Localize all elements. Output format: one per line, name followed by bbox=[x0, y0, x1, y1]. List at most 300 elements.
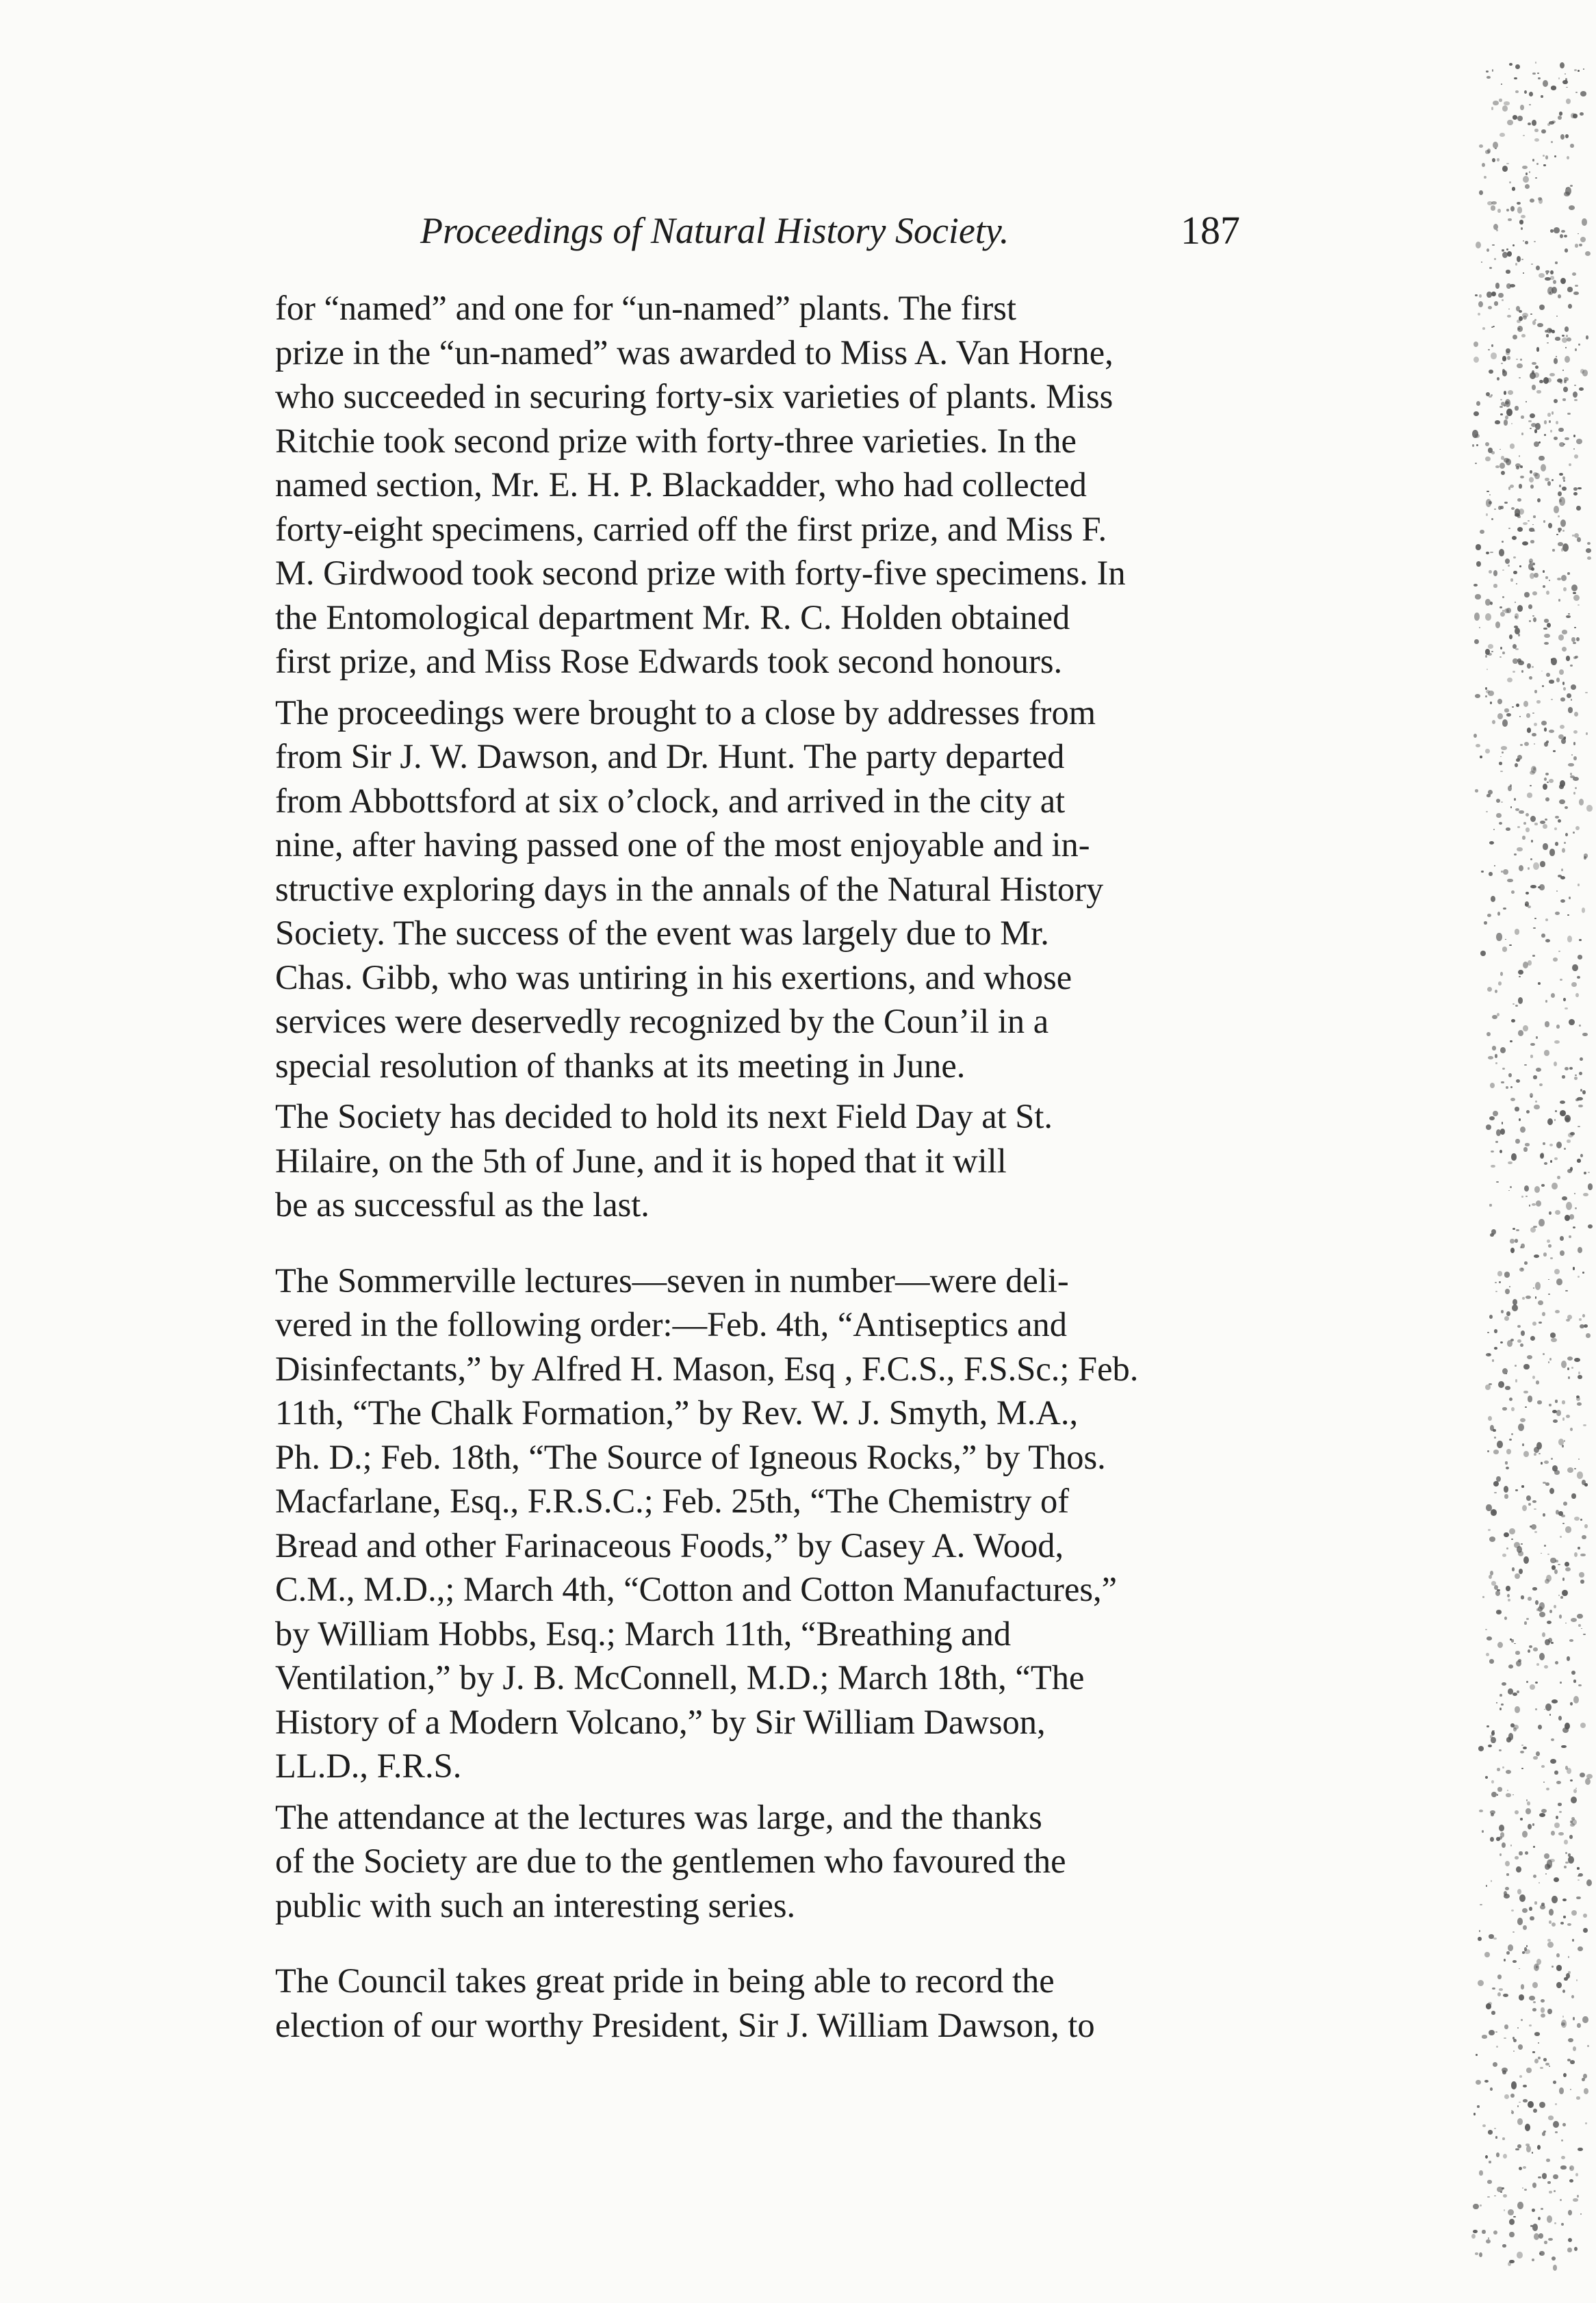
scan-speck bbox=[1556, 1142, 1562, 1148]
scan-speck bbox=[1562, 1400, 1566, 1404]
scan-noise-edge bbox=[1458, 62, 1596, 2272]
text-line: Disinfectants,” by Alfred H. Mason, Esq , F.C.S., F.S.Sc.; Feb. bbox=[275, 1349, 1139, 1388]
scan-speck bbox=[1553, 2265, 1557, 2271]
scan-speck bbox=[1499, 1825, 1504, 1831]
scan-speck bbox=[1562, 630, 1568, 634]
scan-speck bbox=[1549, 373, 1555, 376]
scan-speck bbox=[1573, 391, 1578, 398]
scan-speck bbox=[1540, 2067, 1543, 2070]
scan-speck bbox=[1502, 596, 1504, 598]
scan-speck bbox=[1562, 370, 1564, 371]
scan-speck bbox=[1515, 1107, 1519, 1111]
scan-speck bbox=[1568, 2210, 1572, 2215]
scan-speck bbox=[1578, 1458, 1580, 1460]
scan-speck bbox=[1582, 908, 1586, 913]
scan-speck bbox=[1556, 1781, 1561, 1784]
scan-speck bbox=[1510, 784, 1512, 787]
scan-speck bbox=[1534, 1964, 1539, 1971]
scan-speck bbox=[1539, 1083, 1543, 1086]
scan-speck bbox=[1485, 695, 1487, 697]
scan-speck bbox=[1542, 2132, 1546, 2136]
scan-speck bbox=[1518, 1030, 1523, 1036]
scan-speck bbox=[1582, 1090, 1586, 1094]
scan-speck bbox=[1576, 506, 1580, 511]
scan-speck bbox=[1507, 678, 1513, 682]
scan-speck bbox=[1544, 742, 1548, 747]
scan-speck bbox=[1555, 1110, 1557, 1112]
scan-speck bbox=[1544, 1665, 1548, 1669]
scan-speck bbox=[1539, 2253, 1541, 2254]
scan-speck bbox=[1565, 1526, 1571, 1533]
scan-speck bbox=[1500, 399, 1502, 400]
scan-speck bbox=[1526, 1296, 1531, 1299]
scan-speck bbox=[1524, 90, 1527, 94]
scan-speck bbox=[1509, 944, 1512, 946]
scan-speck bbox=[1524, 1261, 1528, 1265]
scan-speck bbox=[1570, 1428, 1573, 1431]
scan-speck bbox=[1548, 1279, 1549, 1281]
scan-speck bbox=[1504, 1272, 1510, 1277]
scan-speck bbox=[1503, 908, 1506, 910]
scan-speck bbox=[1529, 92, 1533, 97]
scan-speck bbox=[1567, 1656, 1570, 1660]
scan-speck bbox=[1561, 1745, 1567, 1749]
scan-speck bbox=[1476, 544, 1482, 550]
scan-speck bbox=[1475, 294, 1478, 296]
scan-speck bbox=[1511, 1909, 1514, 1912]
scan-speck bbox=[1534, 1901, 1538, 1904]
scan-speck bbox=[1558, 1595, 1560, 1596]
scan-speck bbox=[1527, 1801, 1530, 1805]
text-line: 11th, “The Chalk Formation,” by Rev. W. J. Smyth, M.A., bbox=[275, 1393, 1079, 1432]
scan-speck bbox=[1545, 1021, 1549, 1027]
scan-speck bbox=[1502, 947, 1508, 951]
scan-speck bbox=[1565, 248, 1569, 253]
scan-speck bbox=[1476, 242, 1481, 248]
scan-speck bbox=[1486, 811, 1488, 812]
text-line: The Society has decided to hold its next Field Day at St. bbox=[275, 1097, 1053, 1135]
scan-speck bbox=[1485, 456, 1490, 461]
scan-speck bbox=[1560, 519, 1566, 527]
scan-speck bbox=[1583, 1928, 1588, 1933]
scan-speck bbox=[1565, 437, 1569, 441]
scan-speck bbox=[1562, 1417, 1565, 1421]
scan-speck bbox=[1509, 634, 1513, 639]
scan-speck bbox=[1488, 2130, 1493, 2134]
scan-speck bbox=[1500, 771, 1503, 772]
scan-speck bbox=[1520, 1818, 1523, 1820]
scan-speck bbox=[1511, 1539, 1513, 1540]
scan-speck bbox=[1575, 1207, 1577, 1209]
scan-speck bbox=[1547, 413, 1552, 417]
scan-speck bbox=[1577, 1402, 1582, 1406]
scan-speck bbox=[1580, 1519, 1582, 1521]
scan-speck bbox=[1569, 897, 1571, 899]
scan-speck bbox=[1547, 342, 1548, 344]
scan-speck bbox=[1507, 315, 1511, 318]
scan-speck bbox=[1529, 477, 1534, 483]
scan-speck bbox=[1576, 1397, 1580, 1401]
scan-speck bbox=[1571, 1493, 1576, 1500]
scan-speck bbox=[1502, 299, 1504, 301]
scan-speck bbox=[1548, 2115, 1554, 2120]
scan-speck bbox=[1554, 827, 1557, 830]
scan-speck bbox=[1564, 377, 1569, 381]
scan-speck bbox=[1509, 181, 1512, 184]
text-line: special resolution of thanks at its meeting in June. bbox=[275, 1046, 966, 1085]
scan-speck bbox=[1554, 1062, 1557, 1066]
scan-speck bbox=[1510, 2094, 1515, 2098]
scan-speck bbox=[1579, 1072, 1582, 1075]
scan-speck bbox=[1513, 1003, 1515, 1005]
scan-speck bbox=[1486, 1885, 1488, 1886]
scan-speck bbox=[1580, 1324, 1584, 1328]
scan-speck bbox=[1499, 99, 1502, 101]
scan-speck bbox=[1516, 1229, 1519, 1231]
scan-speck bbox=[1473, 734, 1477, 738]
scan-speck bbox=[1550, 1160, 1552, 1162]
scan-speck bbox=[1552, 330, 1554, 333]
scan-speck bbox=[1565, 326, 1568, 331]
text-line: M. Girdwood took second prize with forty-five specimens. In bbox=[275, 554, 1126, 592]
scan-speck bbox=[1515, 1573, 1519, 1579]
scan-speck bbox=[1521, 1330, 1525, 1336]
scan-speck bbox=[1532, 1322, 1536, 1326]
scan-speck bbox=[1586, 335, 1588, 339]
scan-speck bbox=[1536, 1663, 1539, 1666]
scan-speck bbox=[1508, 1073, 1512, 1077]
scan-speck bbox=[1517, 1918, 1523, 1925]
paragraph-5 bbox=[275, 1795, 1240, 1928]
scan-speck bbox=[1506, 1467, 1509, 1469]
scan-speck bbox=[1510, 806, 1512, 808]
scan-speck bbox=[1500, 1853, 1502, 1856]
scan-speck bbox=[1580, 1057, 1582, 1061]
scan-speck bbox=[1505, 415, 1508, 420]
scan-speck bbox=[1553, 2081, 1556, 2084]
scan-speck bbox=[1493, 1450, 1500, 1454]
scan-speck bbox=[1549, 1404, 1552, 1406]
scan-speck bbox=[1525, 2124, 1530, 2131]
scan-speck bbox=[1570, 2089, 1571, 2090]
text-line: Hilaire, on the 5th of June, and it is hoped that it will bbox=[275, 1141, 1007, 1180]
scan-speck bbox=[1554, 227, 1559, 233]
scan-speck bbox=[1517, 515, 1520, 519]
scan-speck bbox=[1580, 1089, 1582, 1092]
scan-speck bbox=[1497, 158, 1500, 162]
scan-speck bbox=[1544, 728, 1547, 732]
scan-speck bbox=[1529, 104, 1531, 106]
scan-speck bbox=[1518, 1424, 1524, 1431]
scan-speck bbox=[1520, 1246, 1522, 1248]
scan-speck bbox=[1488, 306, 1493, 309]
scan-speck bbox=[1520, 465, 1523, 468]
scan-speck bbox=[1495, 283, 1500, 288]
scan-speck bbox=[1562, 647, 1567, 652]
scan-speck bbox=[1543, 520, 1545, 523]
scan-speck bbox=[1514, 77, 1517, 79]
scan-speck bbox=[1584, 856, 1586, 860]
scan-speck bbox=[1573, 592, 1576, 595]
scan-speck bbox=[1511, 507, 1515, 510]
scan-speck bbox=[1567, 693, 1571, 698]
scan-speck bbox=[1500, 463, 1505, 469]
scan-speck bbox=[1583, 68, 1584, 69]
text-line: C.M., M.D.,; March 4th, “Cotton and Cotton Manufactures,” bbox=[275, 1570, 1118, 1608]
scan-speck bbox=[1561, 2139, 1563, 2141]
scan-speck bbox=[1565, 1007, 1568, 1010]
scan-speck bbox=[1473, 2204, 1478, 2209]
scan-speck bbox=[1570, 773, 1572, 775]
scan-speck bbox=[1534, 1531, 1537, 1533]
scan-speck bbox=[1497, 1642, 1503, 1648]
scan-speck bbox=[1538, 77, 1541, 79]
scan-speck bbox=[1555, 1400, 1558, 1403]
scan-speck bbox=[1547, 623, 1551, 628]
scan-speck bbox=[1565, 1067, 1569, 1070]
scan-speck bbox=[1554, 2190, 1556, 2192]
scan-speck bbox=[1567, 2248, 1571, 2252]
scan-speck bbox=[1489, 1204, 1492, 1206]
scan-speck bbox=[1485, 150, 1490, 154]
scan-speck bbox=[1500, 656, 1502, 658]
scan-speck bbox=[1560, 697, 1565, 701]
scan-speck bbox=[1493, 1938, 1497, 1940]
scan-speck bbox=[1508, 390, 1513, 395]
scan-speck bbox=[1573, 642, 1575, 644]
scan-speck bbox=[1480, 530, 1484, 534]
scan-speck bbox=[1519, 377, 1521, 379]
scan-speck bbox=[1529, 620, 1531, 622]
scan-speck bbox=[1500, 1341, 1503, 1343]
scan-speck bbox=[1515, 1810, 1519, 1814]
scan-speck bbox=[1547, 1118, 1553, 1125]
scan-speck bbox=[1575, 1098, 1578, 1101]
scan-speck bbox=[1568, 1376, 1570, 1379]
scan-speck bbox=[1580, 1580, 1584, 1584]
scan-speck bbox=[1562, 543, 1569, 552]
scan-speck bbox=[1495, 1054, 1498, 1058]
scan-speck bbox=[1577, 2023, 1581, 2028]
text-line: by William Hobbs, Esq.; March 11th, “Breathing and bbox=[275, 1614, 1012, 1653]
scan-speck bbox=[1565, 1562, 1569, 1567]
scan-speck bbox=[1504, 391, 1506, 394]
paragraph-2 bbox=[275, 691, 1240, 1088]
scan-speck bbox=[1550, 1558, 1556, 1564]
scan-speck bbox=[1506, 1586, 1510, 1591]
scan-speck bbox=[1509, 2260, 1515, 2264]
scan-speck bbox=[1541, 1184, 1545, 1186]
scan-speck bbox=[1582, 1033, 1588, 1037]
scan-speck bbox=[1582, 1535, 1586, 1540]
scan-speck bbox=[1552, 1410, 1557, 1413]
scan-speck bbox=[1578, 1684, 1582, 1686]
scan-speck bbox=[1497, 1441, 1502, 1448]
scan-speck bbox=[1491, 1581, 1496, 1585]
scan-speck bbox=[1535, 62, 1536, 63]
scan-speck bbox=[1559, 1811, 1562, 1813]
scan-speck bbox=[1542, 1312, 1545, 1316]
scan-speck bbox=[1586, 732, 1588, 735]
scan-speck bbox=[1578, 1946, 1583, 1951]
scan-speck bbox=[1572, 1939, 1574, 1941]
scan-speck bbox=[1567, 1367, 1569, 1370]
scan-speck bbox=[1535, 365, 1539, 369]
scan-speck bbox=[1520, 1127, 1526, 1133]
scan-speck bbox=[1544, 434, 1546, 436]
scan-speck bbox=[1563, 1502, 1567, 1506]
scan-speck bbox=[1506, 1770, 1511, 1774]
scan-speck bbox=[1541, 1809, 1547, 1813]
scan-speck bbox=[1573, 742, 1576, 745]
scan-speck bbox=[1536, 700, 1540, 703]
scan-speck bbox=[1554, 1569, 1558, 1574]
scan-speck bbox=[1536, 347, 1540, 351]
scan-speck bbox=[1479, 294, 1482, 298]
scan-speck bbox=[1511, 1433, 1513, 1435]
scan-speck bbox=[1517, 1546, 1522, 1553]
scan-speck bbox=[1529, 2024, 1532, 2027]
scan-speck bbox=[1534, 1453, 1536, 1456]
scan-speck bbox=[1513, 671, 1515, 673]
scan-speck bbox=[1519, 1968, 1520, 1970]
scan-speck bbox=[1554, 1823, 1559, 1828]
text-line: Bread and other Farinaceous Foods,” by Casey A. Wood, bbox=[275, 1526, 1064, 1565]
scan-speck bbox=[1578, 1247, 1582, 1253]
scan-speck bbox=[1532, 1376, 1535, 1379]
scan-speck bbox=[1534, 2059, 1539, 2063]
scan-speck bbox=[1528, 1597, 1532, 1601]
scan-speck bbox=[1562, 1590, 1567, 1596]
scan-speck bbox=[1505, 1289, 1510, 1294]
scan-speck bbox=[1560, 1110, 1566, 1116]
scan-speck bbox=[1509, 1528, 1515, 1534]
scan-speck bbox=[1530, 485, 1534, 489]
scan-speck bbox=[1552, 1699, 1558, 1703]
scan-speck bbox=[1539, 1882, 1540, 1883]
scan-speck bbox=[1511, 1407, 1515, 1411]
scan-speck bbox=[1576, 1979, 1578, 1981]
scan-speck bbox=[1511, 2111, 1514, 2114]
scan-speck bbox=[1525, 1851, 1528, 1855]
scan-speck bbox=[1481, 261, 1482, 263]
scan-speck bbox=[1523, 1025, 1528, 1031]
scan-speck bbox=[1501, 1310, 1504, 1313]
scan-speck bbox=[1486, 76, 1491, 79]
scan-speck bbox=[1505, 1461, 1508, 1465]
scan-speck bbox=[1496, 229, 1497, 231]
scan-speck bbox=[1556, 1965, 1562, 1971]
scan-speck bbox=[1583, 1193, 1588, 1196]
scan-speck bbox=[1512, 536, 1517, 540]
scan-speck bbox=[1569, 1835, 1572, 1839]
scan-speck bbox=[1559, 112, 1563, 116]
scan-speck bbox=[1498, 1611, 1500, 1613]
scan-speck bbox=[1548, 1865, 1551, 1866]
scan-speck bbox=[1531, 1524, 1536, 1530]
scan-speck bbox=[1489, 570, 1492, 574]
scan-speck bbox=[1517, 847, 1522, 851]
scan-speck bbox=[1564, 1866, 1567, 1868]
scan-speck bbox=[1557, 578, 1561, 580]
scan-speck bbox=[1567, 1467, 1573, 1473]
scan-speck bbox=[1529, 1996, 1534, 2000]
text-line: from Sir J. W. Dawson, and Dr. Hunt. The party departed bbox=[275, 737, 1065, 775]
scan-speck bbox=[1502, 1842, 1506, 1848]
scan-speck bbox=[1575, 285, 1578, 287]
scan-speck bbox=[1509, 2219, 1515, 2225]
scan-speck bbox=[1486, 2239, 1491, 2243]
scan-speck bbox=[1541, 2208, 1543, 2210]
scan-speck bbox=[1510, 1239, 1514, 1244]
scan-speck bbox=[1485, 613, 1491, 621]
scan-speck bbox=[1558, 1716, 1562, 1721]
scan-speck bbox=[1525, 1143, 1529, 1146]
scan-speck bbox=[1523, 1925, 1527, 1930]
scan-speck bbox=[1576, 2096, 1580, 2099]
scan-speck bbox=[1534, 2032, 1540, 2035]
scan-speck bbox=[1493, 224, 1498, 230]
scan-speck bbox=[1476, 401, 1480, 406]
scan-speck bbox=[1489, 841, 1494, 845]
scan-speck bbox=[1513, 335, 1517, 339]
scan-speck bbox=[1514, 626, 1518, 628]
scan-speck bbox=[1538, 2176, 1541, 2179]
scan-speck bbox=[1549, 420, 1552, 423]
scan-speck bbox=[1562, 1075, 1565, 1078]
scan-speck bbox=[1513, 2039, 1517, 2042]
scan-speck bbox=[1499, 1281, 1500, 1283]
scan-speck bbox=[1574, 712, 1578, 717]
scan-speck bbox=[1571, 699, 1572, 700]
scan-speck bbox=[1543, 155, 1544, 157]
scan-speck bbox=[1507, 120, 1513, 125]
scan-speck bbox=[1550, 1333, 1556, 1337]
scan-speck bbox=[1551, 993, 1555, 998]
scan-speck bbox=[1552, 2256, 1556, 2261]
page-number: 187 bbox=[1181, 208, 1240, 253]
scan-speck bbox=[1533, 1875, 1536, 1878]
scan-speck bbox=[1523, 1451, 1530, 1457]
scan-speck bbox=[1528, 420, 1532, 422]
scan-speck bbox=[1508, 218, 1512, 220]
scan-speck bbox=[1536, 163, 1539, 165]
scan-speck bbox=[1532, 320, 1536, 325]
scan-speck bbox=[1484, 2080, 1489, 2083]
scan-speck bbox=[1578, 233, 1580, 235]
scan-speck bbox=[1491, 896, 1496, 902]
scan-speck bbox=[1499, 549, 1504, 556]
scan-speck bbox=[1541, 1553, 1542, 1554]
scan-speck bbox=[1543, 628, 1547, 630]
scan-speck bbox=[1554, 1040, 1560, 1044]
scan-speck bbox=[1476, 2080, 1481, 2085]
scan-speck bbox=[1578, 487, 1582, 490]
scan-speck bbox=[1537, 1400, 1542, 1404]
scan-speck bbox=[1515, 406, 1518, 410]
scan-speck bbox=[1488, 691, 1493, 696]
scan-speck bbox=[1532, 1587, 1537, 1591]
scan-speck bbox=[1543, 784, 1547, 790]
scan-speck bbox=[1505, 1861, 1510, 1866]
scan-speck bbox=[1538, 1725, 1542, 1729]
scan-speck bbox=[1544, 2241, 1547, 2244]
scan-speck bbox=[1517, 2027, 1519, 2029]
scan-speck bbox=[1532, 955, 1534, 957]
scan-speck bbox=[1571, 684, 1576, 690]
scan-speck bbox=[1488, 1745, 1492, 1747]
scan-speck bbox=[1581, 1628, 1582, 1630]
